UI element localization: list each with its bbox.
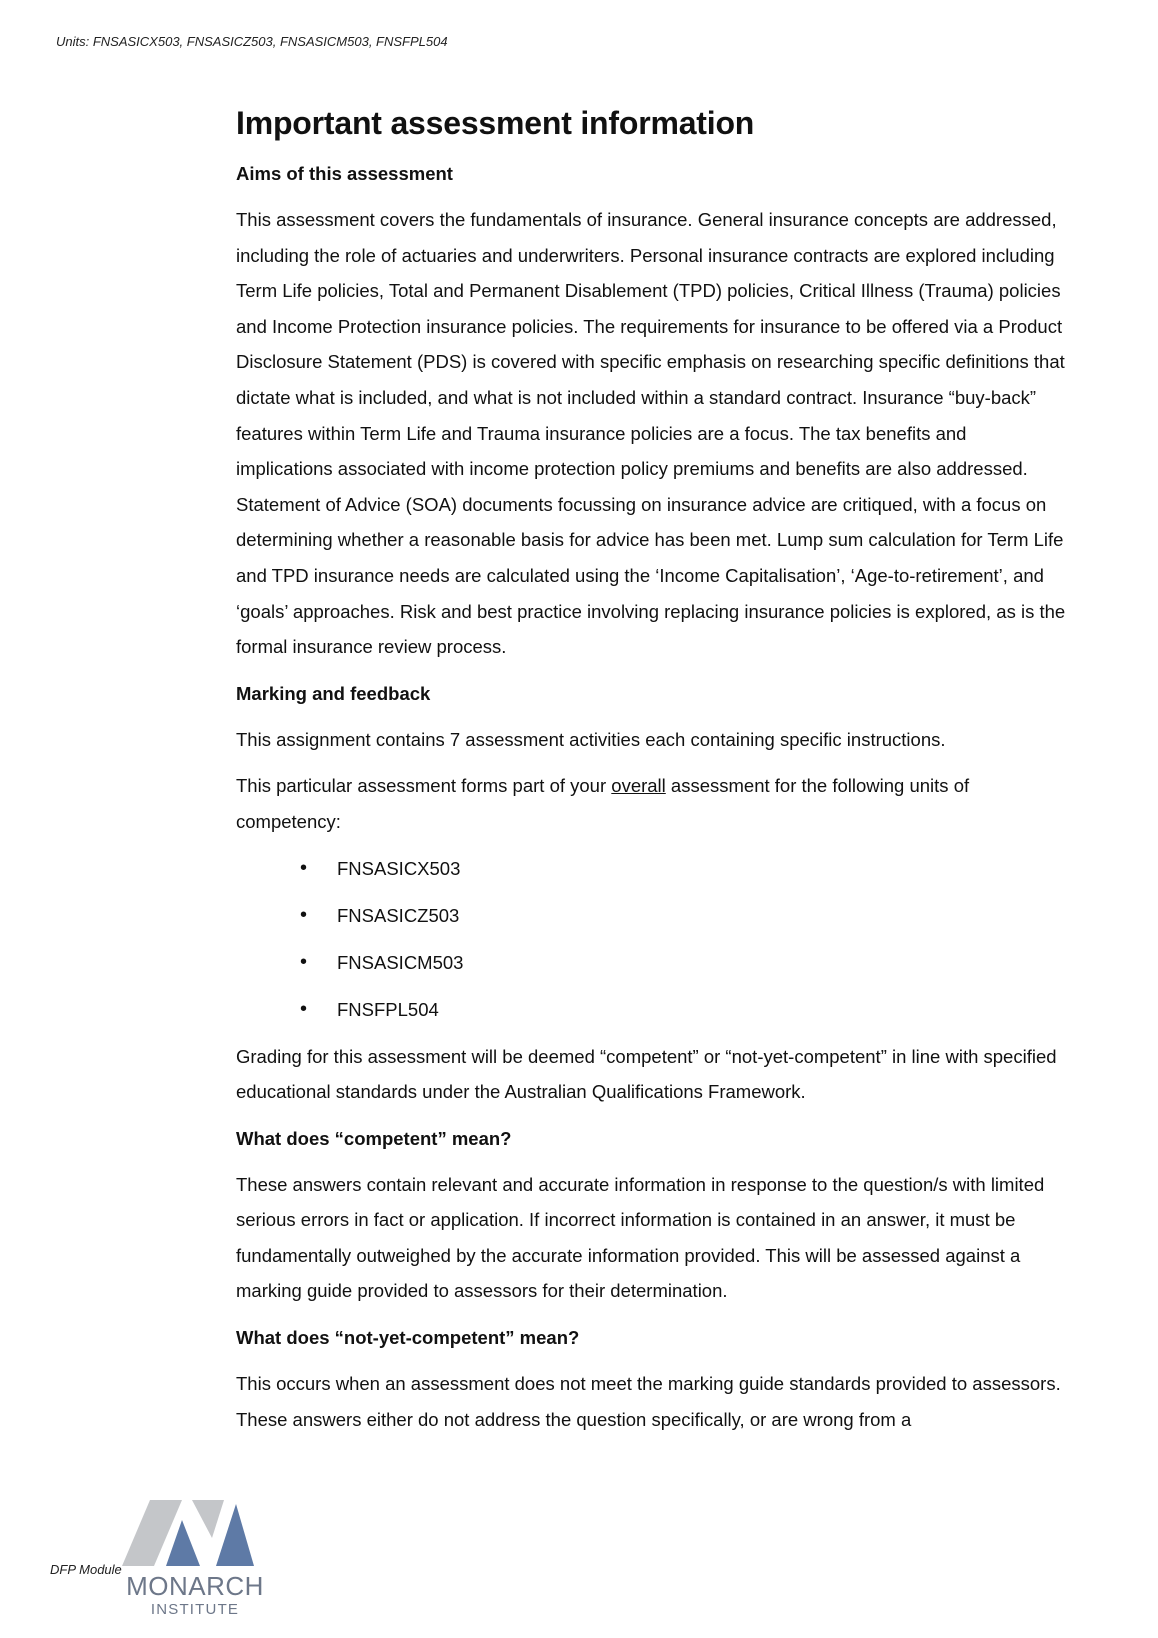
header-units-line: Units: FNSASICX503, FNSASICZ503, FNSASICM503, FNSFPL504 <box>56 34 448 49</box>
units-intro-paragraph <box>236 768 1066 839</box>
footer-module-label: DFP Module <box>50 1562 122 1577</box>
units-list <box>236 851 1066 1027</box>
not-yet-competent-heading: What does “not-yet-competent” mean? <box>236 1327 580 1349</box>
activities-paragraph: This assignment contains 7 assessment activities each containing specific instructions. <box>236 728 946 750</box>
logo-blue-peak-left <box>166 1520 200 1566</box>
not-yet-competent-paragraph: This occurs when an assessment does not meet the marking guide standards provided to assessors. These answers either do not address the question specifically, or are wrong from a <box>236 1373 1061 1430</box>
list-item: • FNSASICM503 <box>300 945 1066 980</box>
marking-heading: Marking and feedback <box>236 682 431 704</box>
logo-subtitle: INSTITUTE <box>150 1601 240 1618</box>
grading-paragraph: Grading for this assessment will be deemed “competent” or “not-yet-competent” in line with specified educational standards under the Australian Qualifications Framework. <box>236 1045 1057 1103</box>
list-item: • FNSFPL504 <box>300 992 1066 1027</box>
units-intro-text: This particular assessment forms part of your <box>236 775 612 797</box>
monarch-m-mark-icon <box>120 1498 270 1570</box>
list-item: • FNSASICX503 <box>300 851 1066 886</box>
list-item: • FNSASICZ503 <box>300 898 1066 933</box>
logo-name: MONARCH <box>126 1571 264 1601</box>
competent-heading: What does “competent” mean? <box>236 1127 512 1149</box>
competent-paragraph: These answers contain relevant and accurate information in response to the question/s with limited serious errors in fact or application. If incorrect information is contained in an answer, it must be fundamentally outweighed by the accurate information provided. This will be assessed against a marking guide provided to assessors for their determination. <box>236 1173 1045 1302</box>
aims-paragraph: This assessment covers the fundamentals of insurance. General insurance concepts are addressed, including the role of actuaries and underwriters. Personal insurance contracts are explored including Term Life policies, Total and Permanent Disablement (TPD) policies, Critical Illness (Trauma) policies and Income Protection insurance policies. The requirements for insurance to be offered via a Product Disclosure Statement (PDS) is covered with specific emphasis on researching specific definitions that dictate what is included, and what is not included within a standard contract. Insurance “buy-back” features within Term Life and Trauma insurance policies are a focus. The tax benefits and implications associated with income protection policy premiums and benefits are also addressed. Statement of Advice (SOA) documents focussing on insurance advice are critiqued, with a focus on determining whether a reasonable basis for advice has been met. Lump sum calculation for Term Life and TPD insurance needs are calculated using the ‘Income Capitalisation’, ‘Age-to-retirement’, and ‘goals’ approaches. Risk and best practice involving replacing insurance policies is explored, as is the formal insurance review process. <box>236 209 1066 658</box>
overall-underlined: overall <box>611 775 666 797</box>
page-title: Important assessment information <box>236 105 755 141</box>
document-body <box>236 100 1066 1448</box>
logo-grey-peak-right <box>192 1500 224 1538</box>
units-intro-text-end: assessment for the following units of competency: <box>236 775 970 832</box>
monarch-logo <box>120 1498 270 1628</box>
logo-blue-peak-right <box>216 1504 254 1566</box>
aims-heading: Aims of this assessment <box>236 163 453 184</box>
